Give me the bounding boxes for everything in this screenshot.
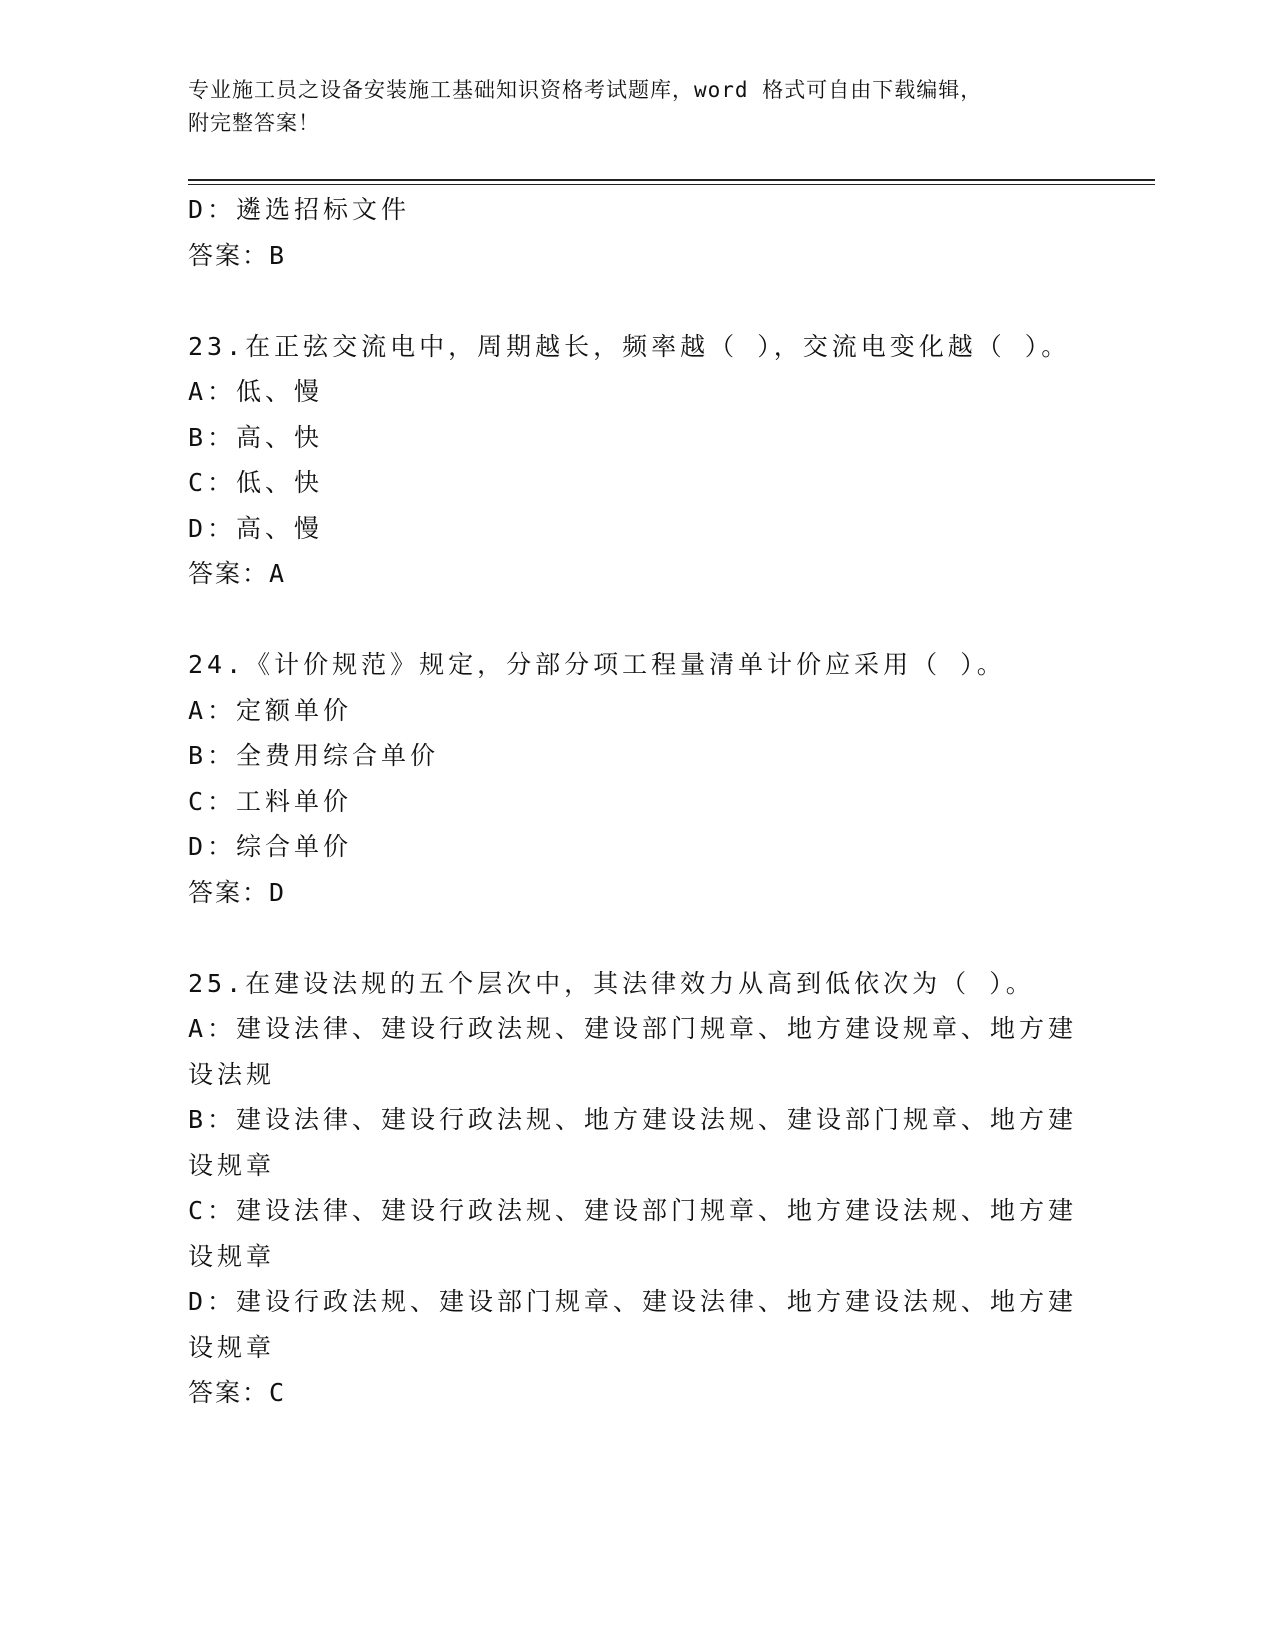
- question-23-option-b: B：高、快: [188, 422, 324, 452]
- question-24-option-a: A：定额单价: [188, 695, 353, 725]
- header-divider-thick: [188, 179, 1155, 181]
- question-24-stem: 24.《计价规范》规定，分部分项工程量清单计价应采用（ ）。: [188, 650, 1006, 679]
- spacer: [188, 278, 1088, 324]
- question-25-option-a-line-2: 设法规: [188, 1059, 276, 1089]
- answer-value: B: [269, 240, 287, 270]
- question-25-answer: [188, 1370, 1088, 1416]
- question-23-option-a: A：低、慢: [188, 377, 324, 406]
- question-25-option-c-line-1: C：建设法律、建设行政法规、建设部门规章、地方建设法规、地方建: [188, 1196, 1078, 1225]
- question-24-answer: [188, 870, 1088, 916]
- question-25-option-a-line-1: A：建设法律、建设行政法规、建设部门规章、地方建设规章、地方建: [188, 1014, 1078, 1043]
- question-24-option-d: D：综合单价: [188, 832, 353, 861]
- answer-label: 答案：: [188, 559, 270, 588]
- question-23-stem: 23.在正弦交流电中，周期越长，频率越（ ），交流电变化越（ ）。: [188, 331, 1071, 361]
- question-25-option-d-line-2: 设规章: [188, 1332, 276, 1362]
- question-24-option-c: C：工料单价: [188, 786, 353, 816]
- answer-value: A: [269, 559, 287, 588]
- document-header: [188, 74, 1088, 140]
- header-line-1: 专业施工员之设备安装施工基础知识资格考试题库，word 格式可自由下载编辑，: [188, 78, 983, 102]
- question-25-stem: 25.在建设法规的五个层次中，其法律效力从高到低依次为（ ）。: [188, 968, 1035, 998]
- header-line-2: 附完整答案！: [188, 111, 320, 135]
- header-divider-thin: [188, 184, 1155, 185]
- answer-label: 答案：: [188, 240, 270, 270]
- answer-label: 答案：: [188, 1378, 270, 1407]
- answer-value: D: [269, 877, 287, 907]
- question-23-option-d: D：高、慢: [188, 513, 324, 543]
- question-25-option-b-line-1: B：建设法律、建设行政法规、地方建设法规、建设部门规章、地方建: [188, 1105, 1078, 1134]
- answer-value: C: [269, 1378, 287, 1407]
- question-23-option-c: C：低、快: [188, 468, 324, 497]
- answer-label: 答案：: [188, 877, 270, 907]
- question-25-option-c-line-2: 设规章: [188, 1241, 276, 1271]
- question-25-option-d-line-1: D：建设行政法规、建设部门规章、建设法律、地方建设法规、地方建: [188, 1287, 1078, 1316]
- prev-question-answer: [188, 233, 1088, 279]
- question-24-option-b: B：全费用综合单价: [188, 741, 440, 770]
- spacer: [188, 597, 1088, 643]
- question-25-option-b-line-2: 设规章: [188, 1150, 276, 1180]
- question-23-answer: [188, 551, 1088, 597]
- spacer: [188, 915, 1088, 961]
- question-content: [188, 187, 1088, 1416]
- prev-question-option-d: D：遴选招标文件: [188, 195, 411, 224]
